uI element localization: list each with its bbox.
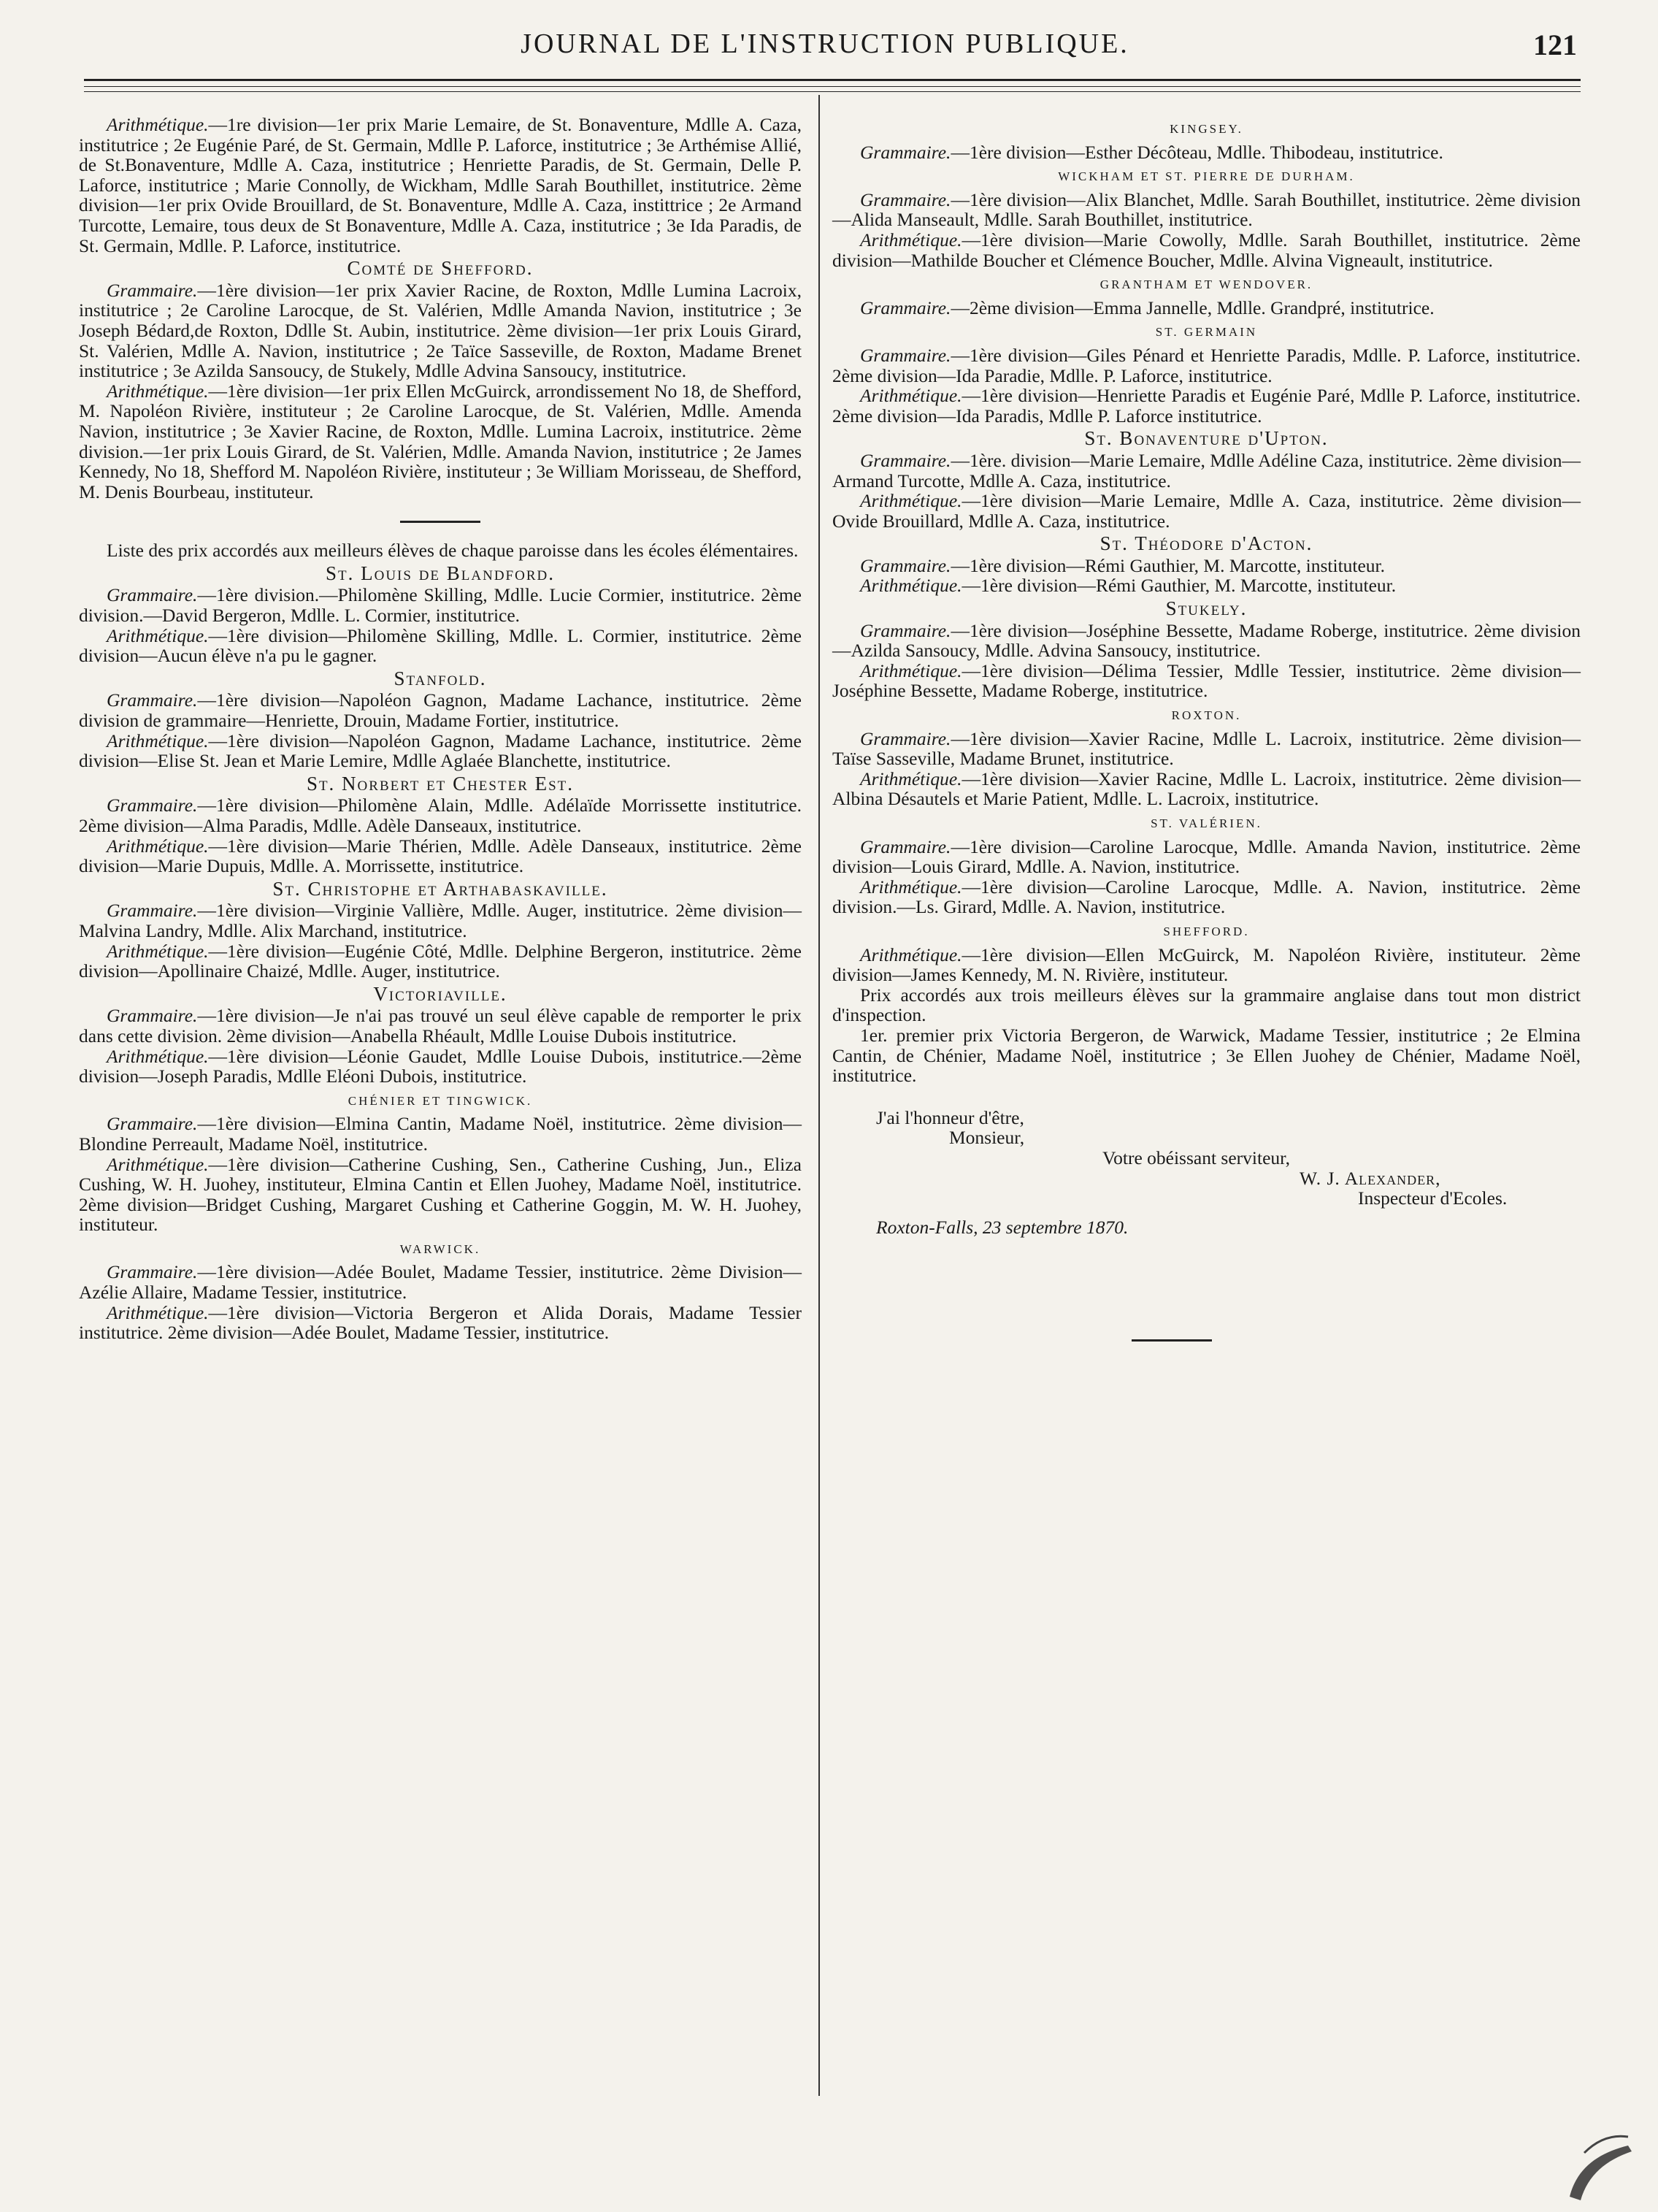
subject-label: Arithmétique. [107,1045,209,1067]
paragraph [832,877,1581,917]
subject-label: Arithmétique. [860,385,962,407]
section-heading: SHEFFORD. [1163,924,1250,938]
section-heading: ST. VALÉRIEN. [1151,816,1262,830]
section-heading: Comté de Shefford. [347,257,534,280]
paragraph-text: —1ère division—Ellen McGuirck, M. Napoléon Rivière, instituteur. 2ème division—James Kennedy, M. N. Rivière, instituteur. [832,944,1581,986]
closing-phrase: Votre obéissant serviteur, [1102,1147,1290,1168]
paragraph [79,1303,802,1343]
paragraph-text: —1ère. division—Marie Lemaire, Mdlle Adéline Caza, institutrice. 2ème division—Armand Turcotte, Mdlle A. Caza, institutrice. [832,449,1581,491]
paragraph-text: —1ère division—Giles Pénard et Henriette Paradis, Mdlle. P. Laforce, institutrice. 2ème division—Ida Paradie, Mdlle. P. Laforce, institutrice. [832,344,1581,386]
subject-label: Grammaire. [860,835,951,857]
subject-label: Arithmétique. [860,768,962,789]
subject-label: Arithmétique. [860,876,962,898]
paragraph-text: —1ère division—Xavier Racine, Mdlle L. Lacroix, institutrice. 2ème division—Albina Désautels et Marie Patient, Mdlle. L. Lacroix, institutrice. [832,768,1581,810]
paragraph [832,621,1581,661]
paragraph-text: —1ère division—Henriette Paradis et Eugénie Paré, Mdlle P. Laforce, institutrice. 2ème division—Ida Paradis, Mdlle P. Laforce institutrice. [832,385,1581,426]
paragraph-text: —1ère division—Eugénie Côté, Mdlle. Delphine Bergeron, institutrice. 2ème division—Apollinaire Chaizé, Mdlle. Auger, institutrice. [79,940,802,982]
paragraph-text: —1ère division—1er prix Ellen McGuirck, arrondissement No 18, de Shefford, M. Napoléon Rivière, instituteur ; 2e Caroline Larocque, de St. Valérien, Mdlle. Amenda Navion, institutrice ; 3e Xavier Racine, de Roxton, Mdlle. Lumina Lacroix, institutrice. 2ème division.—1er prix Louis Girard, de St. Valérien, Mdlle. Amanda Navion, institutrice ; 2e James Kennedy, No 18, Shefford M. Napoléon Rivière, instituteur ; 3e William Morisseau, de Shefford, M. Denis Bourbeau, instituteur. [79,380,802,502]
subject-label: Grammaire. [860,727,951,749]
subject-label: Arithmétique. [860,229,962,250]
paragraph-text: —1ère division—Napoléon Gagnon, Madame Lachance, institutrice. 2ème division de grammaire—Henriette, Drouin, Madame Fortier, institutrice. [79,689,802,732]
section-heading: Stanfold. [394,667,487,689]
paragraph-text: —1ère division—Catherine Cushing, Sen., Catherine Cushing, Jun., Eliza Cushing, W. H. Juohey, instituteur, Elmina Cantin et Ellen Juohey, Madame Noël, institutrice. 2ème division—Bridget Cushing, Margaret Cushing et Catherine Goggin, M. W. H. Juohey, instituteur. [79,1153,802,1236]
paragraph-text: —2ème division—Emma Jannelle, Mdlle. Grandpré, institutrice. [951,296,1435,318]
subject-label: Arithmétique. [860,575,962,597]
subject-label: Arithmétique. [107,835,209,857]
paragraph-text: —1ère division—Virginie Vallière, Mdlle. Auger, institutrice. 2ème division—Malvina Landry, Mdlle. Alix Marchand, institutrice. [79,900,802,941]
subject-label: Arithmétique. [107,624,209,646]
subject-label: Grammaire. [860,141,951,163]
paragraph-text: —1ère division—Caroline Larocque, Mdlle. A. Navion, institutrice. 2ème division.—Ls. Girard, Mdlle. A. Navion, institutrice. [832,876,1581,918]
subject-label: Arithmétique. [107,1301,209,1323]
subject-label: Grammaire. [860,554,951,576]
paragraph [79,900,802,941]
subject-label: Grammaire. [860,296,951,318]
section-heading: ST. GERMAIN [1155,325,1258,340]
section-heading: GRANTHAM ET WENDOVER. [1099,278,1313,292]
paragraph-text: —1ère division—Rémi Gauthier, M. Marcotte, instituteur. [951,554,1386,576]
section-heading: St. Bonaventure d'Upton. [1084,427,1329,450]
paragraph [832,729,1581,769]
signature-name: W. J. Alexander, [1300,1167,1441,1189]
paragraph [832,386,1581,426]
paragraph-text: —1ère division—Marie Lemaire, Mdlle A. Caza, institutrice. 2ème division—Ovide Brouillard, Mdlle A. Caza, institutrice. [832,490,1581,532]
journal-title: JOURNAL DE L'INSTRUCTION PUBLIQUE. [521,28,1129,59]
paragraph [79,280,802,381]
subject-label: Grammaire. [107,795,198,816]
paragraph-text: —1ère division—Marie Cowolly, Mdlle. Sarah Bouthillet, institutrice. 2ème division—Mathilde Boucher et Clémence Boucher, Mdlle. Alvina Vigneault, institutrice. [832,229,1581,271]
paragraph [832,837,1581,877]
intro-paragraph: Liste des prix accordés aux meilleurs élèves de chaque paroisse dans les écoles élémentaires. [107,540,799,562]
library-stamp-mark [1555,2124,1635,2204]
subject-label: Grammaire. [107,279,198,301]
separator-rule [400,521,480,523]
subject-label: Grammaire. [860,188,951,210]
section-heading: WARWICK. [399,1241,481,1256]
section-heading: KINGSEY. [1170,122,1243,136]
paragraph [79,115,802,256]
section-heading: St. Louis de Blandford. [326,562,555,584]
subject-label: Grammaire. [107,900,198,922]
dateline: Roxton-Falls, 23 septembre 1870. [876,1216,1129,1238]
paragraph [79,585,802,625]
section-heading: St. Christophe et Arthabaskaville. [272,877,608,900]
paragraph-text: —1ère division—Esther Décôteau, Mdlle. Thibodeau, institutrice. [951,141,1443,163]
paragraph [79,626,802,666]
paragraph-text: —1ère division—Rémi Gauthier, M. Marcotte, instituteur. [962,575,1397,597]
paragraph [832,661,1581,701]
paragraph [832,190,1581,230]
paragraph [79,941,802,981]
paragraph [832,298,1581,318]
paragraph [79,1155,802,1235]
subject-label: Arithmétique. [107,940,209,962]
paragraph [832,945,1581,985]
signature-title: Inspecteur d'Ecoles. [1358,1187,1508,1209]
section-heading: St. Théodore d'Acton. [1099,532,1313,555]
paragraph-text: —1ère division—Je n'ai pas trouvé un seul élève capable de remporter le prix dans cette division. 2ème division—Anabella Rhéault, Mdlle Louise Dubois institutrice. [79,1005,802,1046]
paragraph [79,731,802,771]
subject-label: Grammaire. [860,344,951,366]
paragraph-text: —1ère division—Philomène Alain, Mdlle. Adélaïde Morrissette institutrice. 2ème division—Alma Paradis, Mdlle. Adèle Danseaux, institutrice. [79,795,802,836]
paragraph [79,1006,802,1046]
subject-label: Grammaire. [860,619,951,641]
section-heading: Victoriaville. [373,982,507,1005]
paragraph [79,836,802,876]
subject-label: Arithmétique. [107,730,209,751]
page-number: 121 [1533,28,1577,61]
paragraph [832,230,1581,270]
paragraph [832,491,1581,531]
paragraph [832,451,1581,491]
left-column [79,115,802,1343]
section-heading: St. Norbert et Chester Est. [306,772,575,795]
paragraph-text: —1ère division.—Philomène Skilling, Mdlle. Lucie Cormier, institutrice. 2ème division.—David Bergeron, Mdlle. L. Cormier, institutrice. [79,584,802,627]
section-heading: ROXTON. [1171,708,1242,723]
paragraph-text: —1ère division—Joséphine Bessette, Madame Roberge, institutrice. 2ème division—Azilda Sansoucy, Mdlle. Advina Sansoucy, institutrice. [832,619,1581,662]
masthead [73,28,1577,72]
paragraph-text: —1ère division—Elmina Cantin, Madame Noël, institutrice. 2ème division—Blondine Perreault, Madame Noël, institutrice. [79,1113,802,1155]
subject-label: Arithmétique. [107,1153,209,1175]
paragraph [79,1046,802,1087]
paragraph [79,381,802,502]
subject-label: Grammaire. [107,1005,198,1027]
paragraph-text: —1ère division—Xavier Racine, Mdlle L. Lacroix, institutrice. 2ème division—Taïse Sasseville, Madame Brunet, institutrice. [832,727,1581,770]
paragraph-text: —1ère division—Léonie Gaudet, Mdlle Louise Dubois, institutrice.—2ème division—Joseph Paradis, Mdlle Eléoni Dubois, institutrice. [79,1045,802,1087]
header-rule [84,86,1581,87]
paragraph [832,142,1581,163]
paragraph-text: —1ère division—Victoria Bergeron et Alida Dorais, Madame Tessier institutrice. 2ème division—Adée Boulet, Madame Tessier, institutrice. [79,1301,802,1344]
right-column [832,115,1581,1342]
end-rule [1132,1339,1212,1342]
subject-label: Arithmétique. [860,659,962,681]
subject-label: Arithmétique. [860,490,962,512]
paragraph-text: —1ère division—Marie Thérien, Mdlle. Adèle Danseaux, institutrice. 2ème division—Marie Dupuis, Mdlle. A. Morrissette, institutrice. [79,835,802,877]
paragraph-text: —1ère division—Alix Blanchet, Mdlle. Sarah Bouthillet, institutrice. 2ème division—Alida Manseault, Mdlle. Sarah Bouthillet, institutrice. [832,188,1581,231]
subject-label: Grammaire. [107,1113,198,1135]
subject-label: Arithmétique. [107,114,209,135]
paragraph [79,690,802,730]
paragraph-text: —1ère division—1er prix Xavier Racine, de Roxton, Mdlle Lumina Lacroix, institutrice ; 2e Caroline Larocque, de St. Valérien, Mdlle Amanda Navion, institutrice ; 3e Joseph Bédard,de Roxton, Ddlle St. Aubin, institutrice. 2ème division—1er prix Louis Girard, St. Valérien, Mdlle A. Navion, institutrice ; 2e Taïce Sasseville, de Roxton, Madame Brenet institutrice ; 3e Azilda Sansoucy, de Stukely, Mdlle Advina Sansoucy, institutrice. [79,279,802,382]
subject-label: Arithmétique. [860,944,962,965]
section-heading: CHÉNIER ET TINGWICK. [348,1093,533,1108]
paragraph [79,1114,802,1154]
paragraph [79,1262,802,1302]
paragraph-text: —1ère division—Philomène Skilling, Mdlle. L. Cormier, institutrice. 2ème division—Aucun élève n'a pu le gagner. [79,624,802,667]
subject-label: Grammaire. [107,689,198,711]
header-rule [84,91,1581,92]
paragraph [832,345,1581,386]
header-rule [84,79,1581,81]
paragraph-text: —1ère division—Caroline Larocque, Mdlle. Amanda Navion, institutrice. 2ème division—Louis Girard, Mdlle. A. Navion, institutrice. [832,835,1581,878]
section-heading: WICKHAM ET ST. PIERRE DE DURHAM. [1058,169,1355,184]
subject-label: Arithmétique. [107,380,209,402]
paragraph: Prix accordés aux trois meilleurs élèves sur la grammaire anglaise dans tout mon district d'inspection. [832,984,1581,1026]
paragraph-text: —1ère division—Napoléon Gagnon, Madame Lachance, institutrice. 2ème division—Elise St. Jean et Marie Lemire, Mdlle Aglaée Blanchette, institutrice. [79,730,802,772]
closing-address: Monsieur, [949,1127,1025,1149]
subject-label: Grammaire. [860,449,951,471]
paragraph [832,575,1581,596]
column-divider [818,95,820,2096]
paragraph-text: —1ère division—Délima Tessier, Mdlle Tessier, institutrice. 2ème division—Joséphine Bessette, Madame Roberge, institutrice. [832,659,1581,702]
section-heading: Stukely. [1165,597,1248,620]
paragraph [832,556,1581,576]
subject-label: Grammaire. [107,1261,198,1283]
subject-label: Grammaire. [107,584,198,606]
paragraph-text: —1ère division—Adée Boulet, Madame Tessier, institutrice. 2ème Division—Azélie Allaire, Madame Tessier, institutrice. [79,1261,802,1304]
paragraph-text: —1re division—1er prix Marie Lemaire, de St. Bonaventure, Mdlle A. Caza, institutrice ; 2e Eugénie Paré, de St. Germain, Mdlle P. Laforce, institutrice ; 3e Arthémise Allié, de St.Bonaventure, Mdlle A. Caza, institutrice ; Henriette Paradis, de St. Germain, Delle P. Laforce, institutrice ; Marie Connolly, de Wickham, Mdlle Sarah Bouthillet, institutrice. 2ème division—1er prix Ovide Brouillard, de St. Bonaventure, Mdlle A. Caza, instittrice ; 2e Armand Turcotte, Lemaire, tous deux de St Bonaventure, Mdlle A. Caza, institutrice ; 3e Ida Paradis, de St. Germain, Mdlle. P. Laforce, institutrice. [79,114,802,256]
closing-salutation: J'ai l'honneur d'être, [876,1106,1024,1128]
paragraph [832,769,1581,809]
paragraph: 1er. premier prix Victoria Bergeron, de Warwick, Madame Tessier, institutrice ; 2e Elmina Cantin, de Chénier, Madame Noël, institutrice ; 3e Ellen Juohey de Chénier, Madame Noël, institutrice. [832,1024,1581,1087]
paragraph [79,795,802,835]
